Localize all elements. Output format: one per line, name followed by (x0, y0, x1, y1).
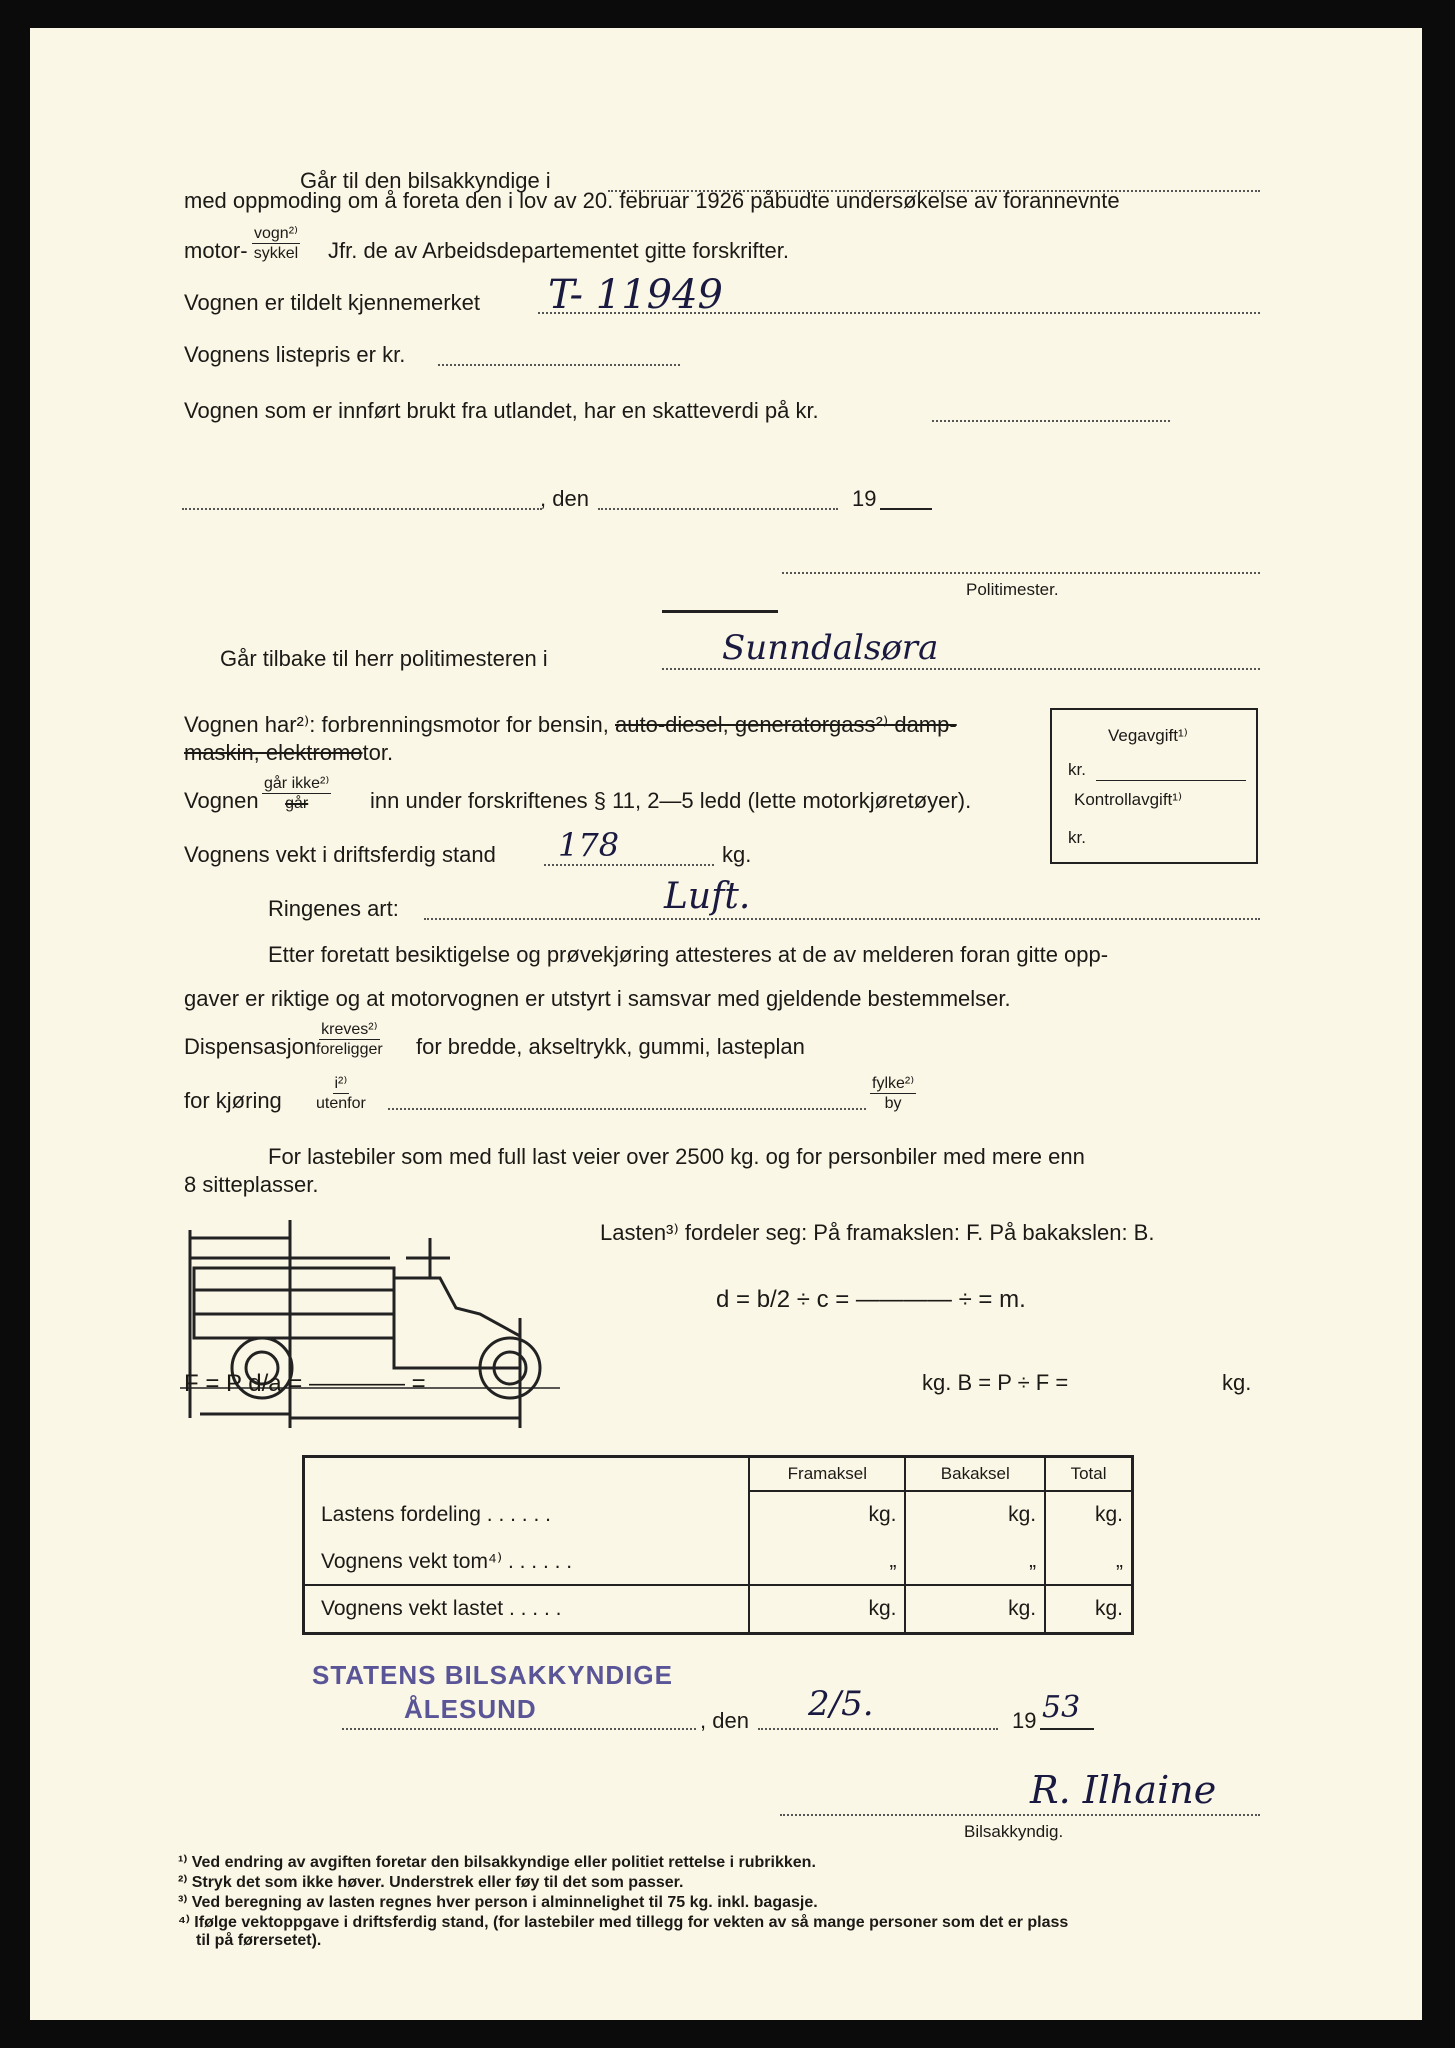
motor-type-line2 (184, 740, 393, 766)
tilbake-value: Sunndalsøra (722, 628, 939, 668)
gar-fraction-bottom: går (285, 795, 309, 812)
table-row (304, 1585, 1133, 1634)
formula-d: d = b/2 ÷ c = ———— ÷ = m. (716, 1286, 1026, 1313)
vegavgift-label: Vegavgift¹⁾ (1108, 726, 1188, 745)
kjoring-field[interactable] (388, 1108, 866, 1110)
motor-type-line1 (184, 712, 957, 738)
footnote-2: ²⁾ Stryk det som ikke høver. Understrek eller føy til det som passer. (178, 1874, 684, 1891)
politimester-label: Politimester. (966, 580, 1059, 599)
bilsakkyndig-signature-field[interactable] (780, 1814, 1260, 1816)
vekt-value: 178 (558, 826, 620, 864)
avgift-box (1050, 708, 1258, 864)
disp-suffix: for bredde, akseltrykk, gummi, lasteplan (416, 1034, 805, 1059)
motor-type-struck-2: maskin, elektromo (184, 740, 363, 765)
skatteverdi-label: Vognen som er innført brukt fra utlandet, har en skatteverdi på kr. (184, 398, 819, 423)
disp-fraction-top: kreves²⁾ (321, 1021, 378, 1038)
den2-label: , den (700, 1708, 749, 1733)
kjennemerke-label: Vognen er tildelt kjennemerket (184, 290, 480, 315)
row-label: Lastens fordeling . . . . . . (321, 1502, 551, 1526)
tilbake-field[interactable] (662, 668, 1260, 670)
table-cell[interactable]: kg. (1045, 1491, 1132, 1538)
kjoring-fraction (316, 1074, 366, 1113)
kjennemerke-value: T- 11949 (548, 272, 723, 318)
disp-fraction-bottom: foreligger (316, 1041, 383, 1058)
date2-field[interactable] (758, 1728, 998, 1730)
row-label: Vognens vekt tom⁴⁾ . . . . . . (321, 1549, 573, 1573)
vegavgift-field[interactable] (1096, 780, 1246, 781)
laste-line2: 8 sitteplasser. (184, 1172, 319, 1197)
ringer-field[interactable] (424, 918, 1260, 920)
table-cell[interactable]: „ (749, 1538, 905, 1585)
skatteverdi-field[interactable] (932, 420, 1170, 422)
motor-suffix: Jfr. de av Arbeidsdepartementet gitte forskrifter. (328, 238, 790, 263)
footnote-3: ³⁾ Ved beregning av lasten regnes hver person i alminnelighet til 75 kg. inkl. bagasje. (178, 1894, 818, 1911)
year-prefix: 19 (852, 486, 877, 511)
tilbake-label: Går tilbake til herr politimesteren i (220, 646, 548, 671)
table-cell[interactable]: kg. (905, 1491, 1045, 1538)
fylke-fraction-bottom: by (884, 1095, 902, 1112)
section-divider (662, 610, 778, 613)
date2-value: 2/5. (808, 1684, 874, 1724)
kjoring-prefix: for kjøring (184, 1088, 282, 1113)
formula-f-unit: kg. B = P ÷ F = (922, 1370, 1069, 1395)
footnote-1: ¹⁾ Ved endring av avgiften foretar den bilsakkyndige eller politiet rettelse i rubrikken. (178, 1854, 816, 1871)
table-cell[interactable]: „ (905, 1538, 1045, 1585)
truck-diagram (180, 1218, 560, 1438)
motor-type-end: tor. (362, 740, 394, 765)
kontrollavgift-kr: kr. (1068, 828, 1086, 847)
year2-prefix: 19 (1012, 1708, 1037, 1733)
table-cell[interactable]: kg. (749, 1585, 905, 1634)
motor-fraction-bottom: sykkel (253, 245, 299, 262)
footnote-4: ⁴⁾ Ifølge vektoppgave i driftsferdig stand, (for lastebiler med tillegg for vekten av så mange personer som det er plass (178, 1914, 1069, 1931)
table-cell[interactable]: kg. (749, 1491, 905, 1538)
table-cell[interactable]: „ (1045, 1538, 1132, 1585)
motor-prefix: motor- (184, 238, 248, 263)
motor-fraction-top: vogn²⁾ (254, 225, 298, 242)
header-total: Total (1045, 1457, 1132, 1492)
header-bakaksel: Bakaksel (905, 1457, 1045, 1492)
gar-suffix: inn under forskriftenes § 11, 2—5 ledd (lette motorkjøretøyer). (370, 788, 972, 813)
signature: R. Ilhaine (1030, 1768, 1217, 1812)
header-framaksel: Framaksel (749, 1457, 905, 1492)
ringer-value: Luft. (664, 876, 751, 917)
kjoring-fraction-bottom: utenfor (316, 1095, 366, 1112)
fylke-fraction-top: fylke²⁾ (872, 1075, 915, 1092)
vekt-label: Vognens vekt i driftsferdig stand (184, 842, 496, 867)
year2-value: 53 (1042, 1690, 1081, 1725)
stamp-line1: STATENS BILSAKKYNDIGE (312, 1660, 673, 1690)
listepris-label: Vognens listepris er kr. (184, 342, 406, 367)
formula-b-unit: kg. (1222, 1370, 1252, 1395)
bilsakkyndig-label: Bilsakkyndig. (964, 1822, 1064, 1841)
place2-field[interactable] (342, 1728, 696, 1730)
load-distribution-table (302, 1455, 1134, 1635)
footnote-4-cont: til på førersetet). (196, 1932, 322, 1949)
place-field[interactable] (182, 508, 542, 510)
politimester-signature-field[interactable] (782, 572, 1260, 574)
ringer-label: Ringenes art: (268, 896, 399, 921)
stamp-line2: ÅLESUND (404, 1694, 537, 1724)
line-bilsakkyndige: Går til den bilsakkyndige i (300, 168, 551, 193)
gar-prefix: Vognen (184, 788, 259, 813)
table-row (304, 1538, 1133, 1585)
year2-field[interactable] (1040, 1728, 1094, 1730)
motor-type-struck-1: auto-diesel, generatorgass²⁾ damp- (615, 712, 957, 737)
table-cell[interactable]: kg. (905, 1585, 1045, 1634)
table-cell[interactable]: kg. (1045, 1585, 1132, 1634)
attest-line2: gaver er riktige og at motorvognen er utstyrt i samsvar med gjeldende bestemmelser. (184, 986, 1011, 1011)
vegavgift-kr: kr. (1068, 760, 1086, 779)
gar-fraction-top: går ikke²⁾ (264, 775, 330, 792)
year-field[interactable] (880, 508, 932, 510)
formula-f: F = P d/a = ———— = (184, 1370, 426, 1397)
motor-fraction (252, 224, 300, 263)
attest-line1: Etter foretatt besiktigelse og prøvekjøring attesteres at de av melderen foran gitte opp- (268, 942, 1109, 967)
kjoring-fraction-top: i²⁾ (334, 1075, 348, 1092)
laste-line1: For lastebiler som med full last veier over 2500 kg. og for personbiler med mere enn (268, 1144, 1085, 1169)
line-oppmoding: med oppmoding om å foreta den i lov av 20. februar 1926 påbudte undersøkelse av forannevnte (184, 188, 1120, 213)
table-row (304, 1491, 1133, 1538)
row-label: Vognens vekt lastet . . . . . (304, 1585, 750, 1634)
gar-fraction (262, 774, 331, 813)
den-label: , den (540, 486, 589, 511)
date-field[interactable] (598, 508, 838, 510)
kontrollavgift-label: Kontrollavgift¹⁾ (1074, 790, 1183, 809)
lasten-label: Lasten³⁾ fordeler seg: På framakslen: F. På bakakslen: B. (600, 1220, 1155, 1245)
listepris-field[interactable] (438, 364, 680, 366)
disp-prefix: Dispensasjon (184, 1034, 317, 1059)
disp-fraction (316, 1020, 383, 1059)
fylke-fraction (870, 1074, 916, 1113)
vekt-unit: kg. (722, 842, 752, 867)
motor-type-text: Vognen har²⁾: forbrenningsmotor for bensin, (184, 712, 609, 737)
vekt-field[interactable] (544, 864, 714, 866)
